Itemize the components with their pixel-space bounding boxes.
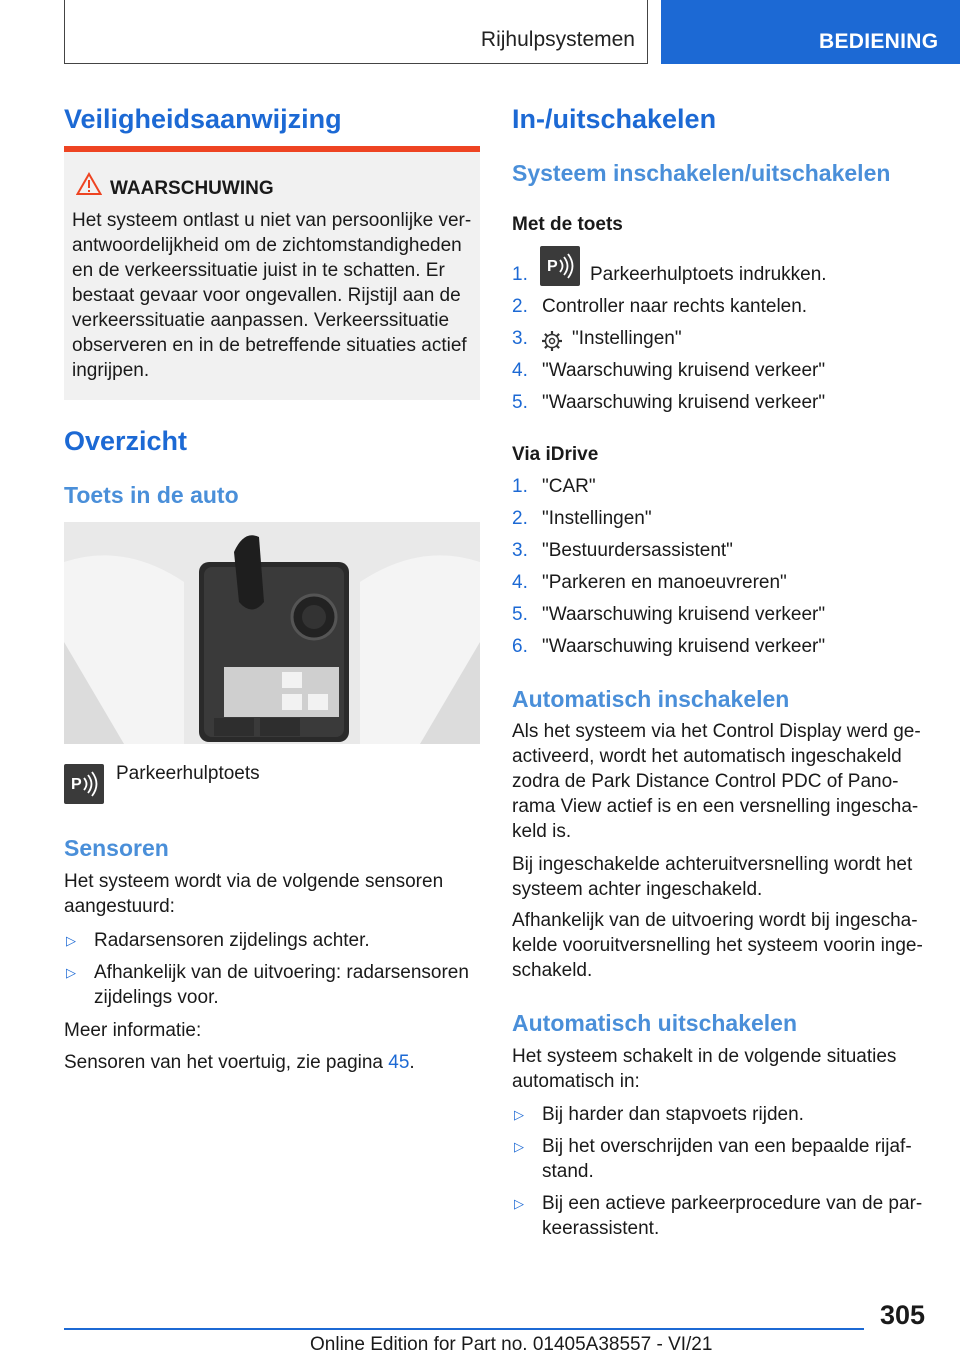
sensor-item: Radarsensoren zijdelings achter. [94, 930, 370, 951]
heading-auto-on: Automatisch inschakelen [512, 686, 790, 712]
gear-icon [541, 330, 563, 352]
item-line: stand. [542, 1161, 594, 1182]
step-number: 1. [512, 264, 528, 285]
paragraph-line: activeerd, wordt het automatisch ingeschakeld [512, 746, 902, 767]
header-chapter-label: BEDIENING [819, 30, 939, 53]
heading-button-in-car: Toets in de auto [64, 482, 239, 508]
reference-text: Sensoren van het voertuig, zie pagina [64, 1052, 389, 1073]
center-console-image [64, 522, 480, 744]
warning-line: Het systeem ontlast u niet van persoonlijke ver- [72, 210, 472, 231]
step-text: "Instellingen" [572, 328, 682, 349]
header-chapter-tab [661, 0, 960, 64]
paragraph-line: systeem achter ingeschakeld. [512, 879, 763, 900]
warning-box [64, 146, 480, 400]
paragraph-line: Het systeem schakelt in de volgende situaties [512, 1046, 897, 1067]
warning-title: WAARSCHUWING [110, 178, 274, 199]
auto-on-paragraph [512, 719, 928, 844]
park-assist-button-icon [64, 764, 104, 804]
heading-with-button: Met de toets [512, 214, 623, 235]
step-text: "Waarschuwing kruisend verkeer" [542, 604, 826, 625]
parking-sensor-icon [64, 764, 104, 804]
auto-on-paragraph [512, 852, 928, 902]
paragraph-line: schakeld. [512, 960, 593, 981]
svg-text:P: P [547, 258, 558, 275]
heading-sensors: Sensoren [64, 835, 169, 861]
warning-text [72, 208, 476, 383]
console-photo [64, 522, 480, 744]
page-reference [64, 1050, 415, 1075]
more-info-label: Meer informatie: [64, 1020, 202, 1041]
step-text: Parkeerhulptoets indrukken. [590, 264, 827, 285]
warning-line: ingrijpen. [72, 360, 150, 381]
paragraph-line: rama View actief is en een versnelling ingescha- [512, 796, 919, 817]
heading-overview: Overzicht [64, 426, 188, 456]
step-text: "Parkeren en manoeuvreren" [542, 572, 787, 593]
warning-line: antwoordelijkheid om de zichtomstandigheden [72, 235, 462, 256]
step-text: "Instellingen" [542, 508, 652, 529]
sensors-intro-line: Het systeem wordt via de volgende sensoren [64, 871, 444, 892]
page-number: 305 [880, 1300, 926, 1330]
auto-on-paragraph [512, 908, 928, 983]
sensor-item [94, 960, 469, 1010]
auto-off-intro [512, 1044, 928, 1094]
auto-off-item [542, 1191, 922, 1241]
bullet-triangle-icon: ▷ [66, 933, 76, 948]
auto-off-item: Bij harder dan stapvoets rijden. [542, 1104, 804, 1125]
svg-text:P: P [71, 776, 82, 793]
heading-on-off: In-/uitschakelen [512, 104, 717, 134]
step-text: "Waarschuwing kruisend verkeer" [542, 636, 826, 657]
step-text: "Waarschuwing kruisend verkeer" [542, 392, 826, 413]
step-number: 3. [512, 328, 528, 349]
reference-period: . [409, 1052, 415, 1073]
sensors-intro [64, 869, 443, 919]
step-number: 2. [512, 296, 528, 317]
sensor-item-line: zijdelings voor. [94, 987, 219, 1008]
bullet-triangle-icon: ▷ [514, 1107, 524, 1122]
heading-system-on-off: Systeem inschakelen/uitschakelen [512, 160, 891, 186]
bullet-triangle-icon: ▷ [514, 1139, 524, 1154]
step-text: Controller naar rechts kantelen. [542, 296, 808, 317]
step-number: 1. [512, 476, 528, 497]
bullet-triangle-icon: ▷ [514, 1196, 524, 1211]
step-number: 4. [512, 360, 528, 381]
paragraph-line: zodra de Park Distance Control PDC of Pano- [512, 771, 899, 792]
header-section-label: Rijhulpsystemen [480, 28, 635, 51]
step-number: 3. [512, 540, 528, 561]
heading-auto-off: Automatisch uitschakelen [512, 1010, 798, 1036]
footer-edition: Online Edition for Part no. 01405A38557 - VI/21 [310, 1334, 713, 1355]
item-line: Bij het overschrijden van een bepaalde rijaf- [542, 1136, 912, 1157]
step-number: 2. [512, 508, 528, 529]
paragraph-line: Bij ingeschakelde achteruitversnelling wordt het [512, 854, 913, 875]
bullet-triangle-icon: ▷ [66, 965, 76, 980]
step-number: 4. [512, 572, 528, 593]
button-caption: Parkeerhulptoets [116, 763, 260, 784]
paragraph-line: keld is. [512, 821, 572, 842]
item-line: Bij een actieve parkeerprocedure van de par- [542, 1193, 923, 1214]
paragraph-line: Afhankelijk van de uitvoering wordt bij ingescha- [512, 910, 918, 931]
footer-divider [64, 1328, 864, 1330]
item-line: keerassistent. [542, 1218, 660, 1239]
park-assist-button-icon [540, 246, 580, 286]
paragraph-line: Als het systeem via het Control Display werd ge- [512, 721, 921, 742]
step-number: 5. [512, 392, 528, 413]
auto-off-item [542, 1134, 912, 1184]
warning-line: observeren en in de betreffende situaties actief [72, 335, 467, 356]
sensors-intro-line: aangestuurd: [64, 896, 175, 917]
step-text: "Bestuurdersassistent" [542, 540, 733, 561]
paragraph-line: automatisch in: [512, 1071, 640, 1092]
parking-sensor-icon [540, 246, 580, 286]
warning-line: bestaat gevaar voor ongevallen. Rijstijl aan de [72, 285, 461, 306]
step-number: 5. [512, 604, 528, 625]
header-section-tab [64, 0, 648, 64]
sensor-item-line: Afhankelijk van de uitvoering: radarsensoren [94, 962, 469, 983]
step-text: "Waarschuwing kruisend verkeer" [542, 360, 826, 381]
warning-line: en de verkeerssituatie juist in te schatten. Er [72, 260, 445, 281]
heading-safety: Veiligheidsaanwijzing [64, 104, 342, 134]
paragraph-line: kelde vooruitversnelling het systeem voorin inge- [512, 935, 923, 956]
step-text: "CAR" [542, 476, 596, 497]
warning-triangle-icon [76, 172, 102, 196]
heading-via-idrive: Via iDrive [512, 444, 599, 465]
warning-line: verkeerssituatie aanpassen. Verkeerssituatie [72, 310, 450, 331]
reference-page-link[interactable]: 45 [388, 1052, 410, 1073]
step-number: 6. [512, 636, 528, 657]
